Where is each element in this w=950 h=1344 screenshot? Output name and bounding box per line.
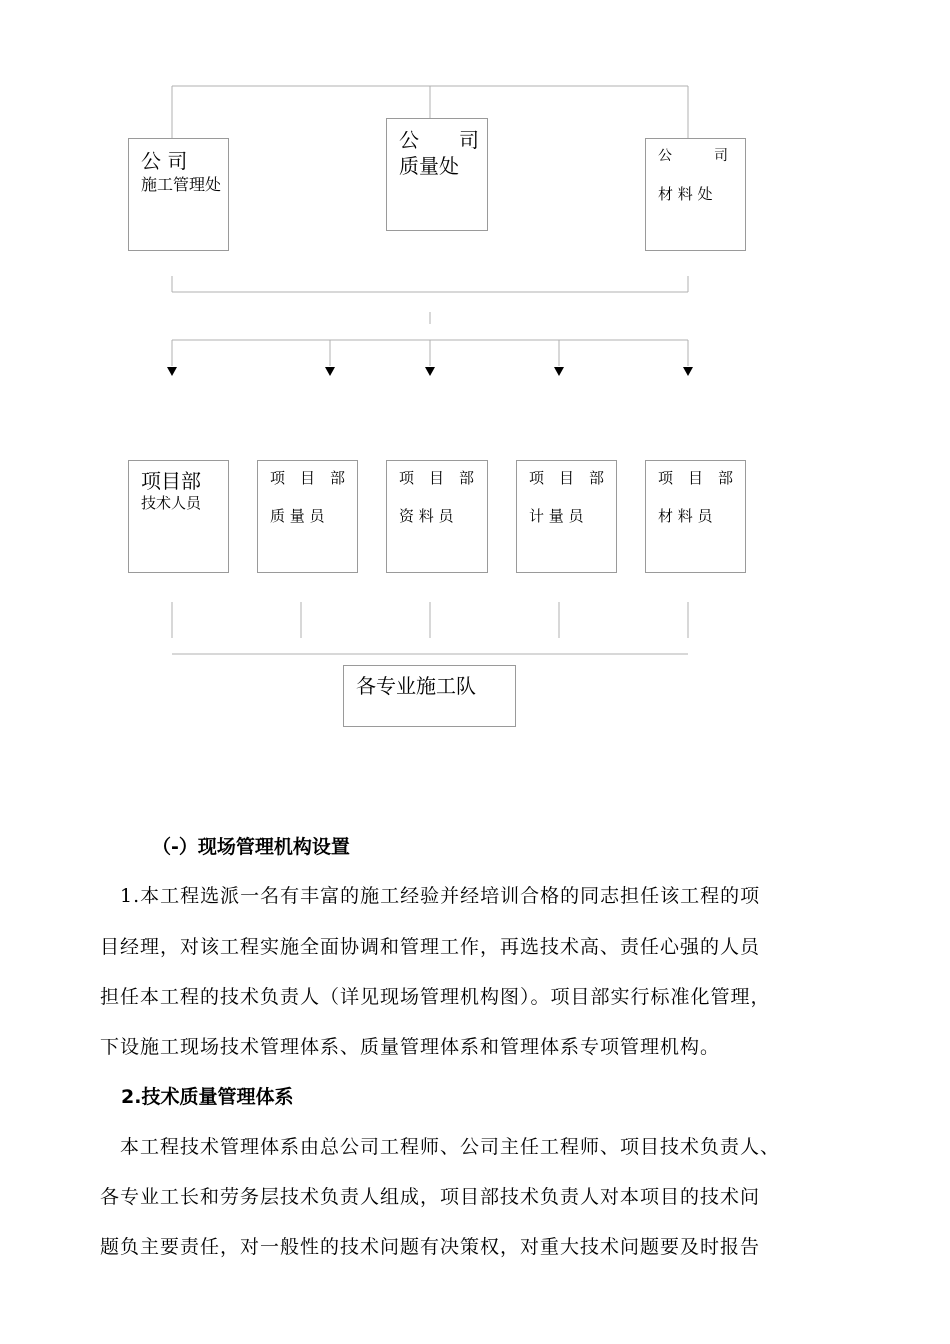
- box-line1: 公 司: [141, 149, 188, 173]
- box-line2: 技术人员: [141, 494, 202, 512]
- arrow-down-icon: [683, 367, 693, 376]
- arrow-down-icon: [554, 367, 564, 376]
- paragraph-line: 本工程技术管理体系由总公司工程师、公司主任工程师、项目技术负责人、: [120, 1136, 781, 1158]
- paragraph-line: 下设施工现场技术管理体系、质量管理体系和管理体系专项管理机构。: [100, 1036, 721, 1058]
- company-construction-dept-box: [128, 138, 229, 251]
- box-line2: 施工管理处: [141, 175, 222, 194]
- box-line1: 项 目 部: [529, 469, 605, 487]
- box-line1: 项 目 部: [658, 469, 734, 487]
- project-material-officer-box: [645, 460, 746, 573]
- box-line1: 公 司: [399, 128, 479, 152]
- box-line2: 质 量 员: [270, 507, 325, 525]
- section-heading-1: （-）现场管理机构设置: [152, 836, 350, 858]
- box-line2: 质量处: [399, 154, 459, 178]
- project-quality-officer-box: [257, 460, 358, 573]
- arrow-down-icon: [167, 367, 177, 376]
- company-material-dept-box: [645, 138, 746, 251]
- construction-teams-box: [343, 665, 516, 727]
- box-line2: 材 料 员: [658, 507, 713, 525]
- paragraph-line: 各专业工长和劳务层技术负责人组成，项目部技术负责人对本项目的技术问: [100, 1186, 761, 1208]
- paragraph-line: 目经理，对该工程实施全面协调和管理工作，再选技术高、责任心强的人员: [100, 936, 761, 958]
- box-line2: 资 料 员: [399, 507, 454, 525]
- paragraph-line: 担任本工程的技术负责人（详见现场管理机构图）。项目部实行标准化管理，: [100, 986, 771, 1008]
- box-label: 各专业施工队: [356, 674, 476, 698]
- section-heading-2: 2.技术质量管理体系: [121, 1086, 294, 1108]
- paragraph-line: 题负主要责任，对一般性的技术问题有决策权，对重大技术问题要及时报告: [100, 1236, 761, 1258]
- project-measurement-officer-box: [516, 460, 617, 573]
- box-line1: 公 司: [658, 148, 728, 164]
- box-line1: 项目部: [141, 469, 201, 493]
- project-tech-staff-box: [128, 460, 229, 573]
- project-data-officer-box: [386, 460, 488, 573]
- arrow-down-icon: [425, 367, 435, 376]
- paragraph-line: 1.本工程选派一名有丰富的施工经验并经培训合格的同志担任该工程的项: [120, 885, 761, 907]
- box-line2: 计 量 员: [529, 507, 584, 525]
- company-quality-dept-box: [386, 118, 488, 231]
- box-line2: 材 料 处: [658, 185, 713, 203]
- box-line1: 项 目 部: [399, 469, 475, 487]
- arrow-down-icon: [325, 367, 335, 376]
- box-line1: 项 目 部: [270, 469, 346, 487]
